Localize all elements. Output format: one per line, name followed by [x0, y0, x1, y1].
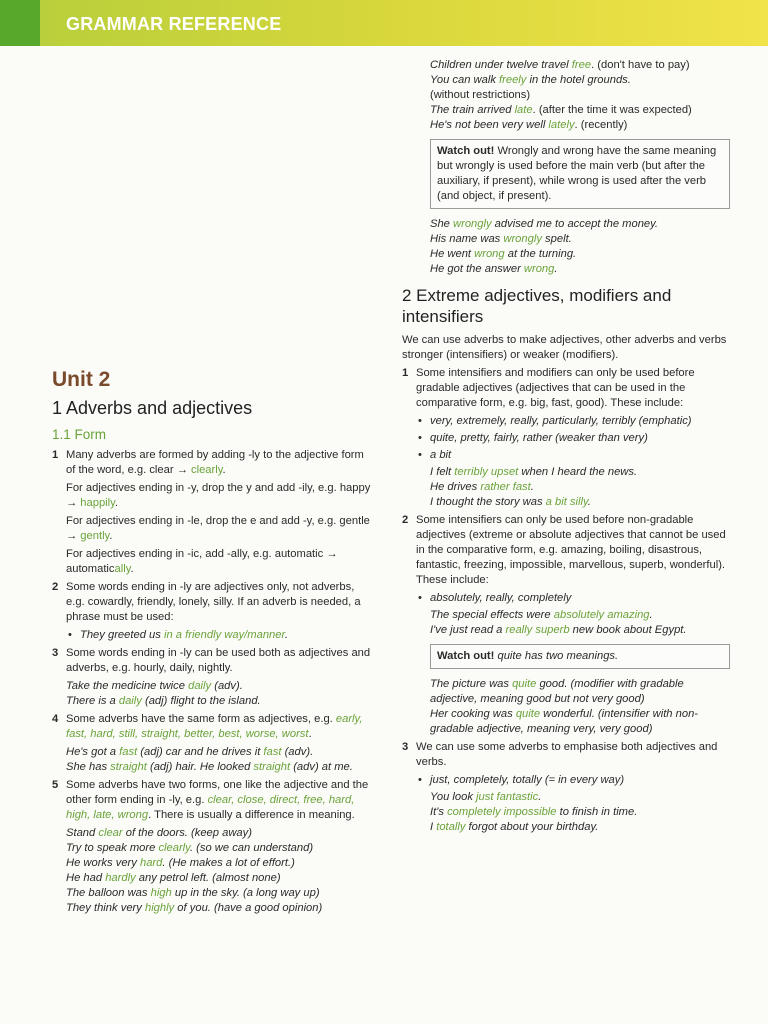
- example-line: [402, 118, 730, 133]
- example-text-end: to finish in time.: [556, 806, 638, 818]
- highlight-text: absolutely amazing: [553, 609, 650, 621]
- bullet-example: [52, 628, 374, 643]
- sub-text: For adjectives ending in -ic, add -ally, e.g. automatic → automatic: [66, 548, 338, 575]
- example-line: [402, 820, 730, 835]
- example-text-end: .: [554, 263, 558, 275]
- example-text: He works very: [66, 857, 140, 869]
- highlight-text: quite: [512, 678, 537, 690]
- example-text: He drives: [430, 481, 481, 493]
- example-line: [402, 232, 730, 247]
- example-line: [52, 901, 374, 916]
- left-column: [52, 368, 374, 916]
- highlight-text: fast: [119, 746, 138, 758]
- item-text: Some words ending in -ly can be used both as adjectives and adverbs, e.g. hourly, daily, nightly.: [66, 647, 371, 674]
- sub-text: For adjectives ending in -le, drop the e and add -y, e.g. gentle →: [66, 515, 370, 542]
- item-text: Some intensifiers and modifiers can only be used before gradable adjectives (adjectives that can be used in the comparative form, e.g. big, fast, good). These include:: [416, 367, 695, 409]
- sub-text-end: .: [109, 530, 113, 542]
- example-line: [402, 608, 730, 623]
- highlight-text: straight: [253, 761, 291, 773]
- example-text-end: advised me to accept the money.: [491, 218, 659, 230]
- item-number: 4: [52, 713, 59, 725]
- example-text: He had: [66, 872, 106, 884]
- example-text-end: .: [587, 496, 591, 508]
- highlight-text: wrongly: [503, 233, 542, 245]
- example-text: I thought the story was: [430, 496, 546, 508]
- example-text: His name was: [430, 233, 504, 245]
- example-text-end: when I heard the news.: [518, 466, 638, 478]
- example-text: Take the medicine twice: [66, 680, 189, 692]
- example-text: He's got a: [66, 746, 120, 758]
- example-text: (adj) car and he drives it: [137, 746, 264, 758]
- bullet-item: • absolutely, really, completely: [402, 591, 730, 606]
- example-text: It's: [430, 806, 448, 818]
- section-title: 1 Adverbs and adjectives: [52, 398, 253, 418]
- highlight-text: clear: [98, 827, 123, 839]
- example-text: I felt: [430, 466, 455, 478]
- item-text: Some words ending in -ly are adjectives only, not adverbs, e.g. cowardly, friendly, lonely, silly. If an adverb is needed, a phrase must be used:: [66, 581, 361, 623]
- highlight-text: daily: [188, 680, 212, 692]
- highlight-text: just fantastic: [476, 791, 539, 803]
- example-text: She: [430, 218, 454, 230]
- sub-text-end: .: [130, 563, 134, 575]
- watch-out-box-2: [430, 644, 730, 669]
- highlight-text: quite: [515, 708, 541, 720]
- highlight-text: daily: [118, 695, 142, 707]
- intensifier-item-1: [402, 366, 730, 411]
- right-column: [402, 58, 730, 835]
- example-text-end: . (after the time it was expected): [532, 104, 692, 116]
- watch-out-label: Watch out!: [437, 145, 495, 157]
- item-text: Many adverbs are formed by adding -ly to the adjective form of the word, e.g. clear →: [66, 449, 364, 476]
- example-line: [52, 871, 374, 886]
- highlight-text: hardly: [105, 872, 136, 884]
- example-text-end: . (don't have to pay): [591, 59, 690, 71]
- example-text: Her cooking was: [430, 708, 516, 720]
- rule-item-4: [52, 712, 374, 742]
- example-text: He went: [430, 248, 475, 260]
- highlight-text: fast: [263, 746, 282, 758]
- rule-item-5: [52, 778, 374, 823]
- highlight-text: in a friendly way/manner: [163, 629, 285, 641]
- highlight-text: high: [150, 887, 172, 899]
- highlight-text: really superb: [505, 624, 570, 636]
- example-line: [52, 679, 374, 694]
- rule-item-1: [52, 448, 374, 478]
- item-text: Some intensifiers can only be used before non-gradable adjectives (extreme or absolute adjectives that cannot be used in the comparative form, e.g. amazing, boiling, disastrous, fantastic, freezing, impossible, marvellous, superb, wonderful). These include:: [416, 514, 726, 586]
- example-text-end: .: [649, 609, 653, 621]
- highlight-text: wrong: [523, 263, 555, 275]
- highlight-text: terribly upset: [454, 466, 519, 478]
- highlight-text: clearly: [191, 464, 223, 476]
- example-line: [52, 745, 374, 760]
- item-number: 3: [52, 647, 59, 659]
- example-line: [402, 58, 730, 73]
- example-line: [52, 841, 374, 856]
- item-number: 1: [402, 367, 409, 379]
- bullet-item: • just, completely, totally (= in every way): [402, 773, 730, 788]
- example-text: They greeted us: [80, 629, 164, 641]
- watch-out-label: Watch out!: [437, 650, 495, 662]
- rule-item-3: [52, 646, 374, 676]
- example-line: [52, 856, 374, 871]
- example-line: [402, 677, 730, 707]
- example-line: [402, 465, 730, 480]
- example-text-end: at the turning.: [504, 248, 577, 260]
- example-text: She has: [66, 761, 111, 773]
- example-text-end: .: [538, 791, 542, 803]
- example-line: [52, 694, 374, 709]
- banner-stripe: [0, 0, 40, 46]
- item-text: Some adverbs have two forms, one like the adjective and the other form ending in -ly, e.g.: [66, 779, 369, 806]
- sub-rule: [52, 514, 374, 544]
- highlight-text: ally: [114, 563, 131, 575]
- item-text: Some adverbs have the same form as adjectives, e.g.: [66, 713, 336, 725]
- highlight-text: clear, close, direct, free, hard, high, late, wrong: [66, 794, 355, 821]
- section-2-title: 2 Extreme adjectives, modifiers and intensifiers: [402, 286, 672, 326]
- highlight-text: gently: [80, 530, 110, 542]
- highlight-text: wrongly: [453, 218, 492, 230]
- highlight-text: happily: [80, 497, 115, 509]
- intensifier-item-3: [402, 740, 730, 770]
- example-line: [52, 760, 374, 775]
- highlight-text: wrong: [474, 248, 505, 260]
- highlight-text: free: [571, 59, 592, 71]
- page-header-title: GRAMMAR REFERENCE: [66, 14, 282, 34]
- example-text: (without restrictions): [430, 89, 531, 101]
- example-text: He got the answer: [430, 263, 524, 275]
- sub-text-end: .: [114, 497, 119, 509]
- example-text: I: [430, 821, 437, 833]
- highlight-text: clearly: [158, 842, 190, 854]
- example-line: [402, 262, 730, 277]
- header-banner: [0, 0, 768, 46]
- bullet-item: • very, extremely, really, particularly, terribly (emphatic): [402, 414, 730, 429]
- example-text-end: (adj) flight to the island.: [141, 695, 261, 707]
- item-number: 5: [52, 779, 59, 791]
- example-text-end: any petrol left. (almost none): [135, 872, 281, 884]
- item-text-end: .: [222, 464, 226, 476]
- subsection-title: 1.1 Form: [52, 427, 107, 442]
- example-text: You can walk: [430, 74, 500, 86]
- example-line: [402, 707, 730, 737]
- example-text-end: wonderful. (intensifier with non-gradable adjective, meaning very, very good): [430, 708, 699, 735]
- watch-out-text: quite has two meanings.: [494, 650, 619, 662]
- example-text-end: of the doors. (keep away): [122, 827, 252, 839]
- item-number: 2: [402, 514, 409, 526]
- example-line: [402, 805, 730, 820]
- example-line: [402, 623, 730, 638]
- example-line: [52, 886, 374, 901]
- example-text-end: . (recently): [574, 119, 628, 131]
- example-line: [402, 480, 730, 495]
- example-text-end: in the hotel grounds.: [526, 74, 631, 86]
- example-line: [402, 103, 730, 118]
- example-line: [402, 247, 730, 262]
- item-text-end: .: [308, 728, 312, 740]
- example-text-end: spelt.: [541, 233, 572, 245]
- example-text: There is a: [66, 695, 119, 707]
- highlight-text: straight: [110, 761, 147, 773]
- example-text-end: good. (modifier with gradable adjective, meaning good but not very good): [430, 678, 684, 705]
- item-text-end: . There is usually a difference in meaning.: [148, 809, 355, 821]
- example-line: [402, 495, 730, 510]
- example-text: Children under twelve travel: [430, 59, 572, 71]
- watch-out-box: [430, 139, 730, 209]
- example-text-end: up in the sky. (a long way up): [171, 887, 320, 899]
- example-text-end: .: [284, 629, 288, 641]
- sub-rule: [52, 481, 374, 511]
- highlight-text: completely impossible: [447, 806, 557, 818]
- item-number: 2: [52, 581, 59, 593]
- highlight-text: freely: [499, 74, 527, 86]
- example-text: You look: [430, 791, 477, 803]
- highlight-text: a bit silly: [545, 496, 588, 508]
- highlight-text: late: [514, 104, 533, 116]
- rule-item-2: [52, 580, 374, 625]
- example-line: [402, 790, 730, 805]
- example-text: (adj) hair. He looked: [146, 761, 254, 773]
- watch-out-text: Wrongly and wrong have the same meaning but wrongly is used before the main verb (but after the auxiliary, if present), while wrong is used after the verb (and object, if present).: [437, 145, 717, 202]
- bullet-item: • a bit: [402, 448, 730, 463]
- example-text-end: forgot about your birthday.: [465, 821, 599, 833]
- item-text: We can use some adverbs to emphasise both adjectives and verbs.: [416, 741, 718, 768]
- highlight-text: hard: [139, 857, 163, 869]
- example-text: The special effects were: [430, 609, 554, 621]
- unit-title: Unit 2: [52, 368, 111, 391]
- highlight-text: lately: [548, 119, 575, 131]
- example-text-end: .: [530, 481, 534, 493]
- example-line: [402, 217, 730, 232]
- highlight-text: early, fast, hard, still, straight, better, best, worse, worst: [66, 713, 363, 740]
- sub-rule: [52, 547, 374, 577]
- example-text: The balloon was: [66, 887, 151, 899]
- example-text-end: of you. (have a good opinion): [174, 902, 323, 914]
- example-text: Stand: [66, 827, 99, 839]
- example-line: [52, 826, 374, 841]
- example-text: The picture was: [430, 678, 513, 690]
- bullet-item: • quite, pretty, fairly, rather (weaker than very): [402, 431, 730, 446]
- example-text-end: . (He makes a lot of effort.): [162, 857, 295, 869]
- example-text: I've just read a: [430, 624, 506, 636]
- item-number: 1: [52, 449, 59, 461]
- example-text-end: new book about Egypt.: [569, 624, 687, 636]
- highlight-text: highly: [144, 902, 175, 914]
- example-text: They think very: [66, 902, 145, 914]
- highlight-text: totally: [436, 821, 466, 833]
- example-line: [402, 88, 730, 103]
- highlight-text: rather fast: [480, 481, 531, 493]
- section-2-intro: We can use adverbs to make adjectives, other adverbs and verbs stronger (intensifiers) or weaker (modifiers).: [402, 334, 727, 361]
- example-text: Try to speak more: [66, 842, 159, 854]
- sub-text: For adjectives ending in -y, drop the y and add -ily, e.g. happy →: [66, 482, 371, 509]
- example-text: He's not been very well: [430, 119, 549, 131]
- example-line: [402, 73, 730, 88]
- example-text-end: (adv).: [211, 680, 243, 692]
- intensifier-item-2: [402, 513, 730, 588]
- example-text: The train arrived: [430, 104, 515, 116]
- example-text-end: . (so we can understand): [189, 842, 314, 854]
- example-text-end: (adv).: [281, 746, 314, 758]
- example-text-end: (adv) at me.: [290, 761, 353, 773]
- item-number: 3: [402, 741, 409, 753]
